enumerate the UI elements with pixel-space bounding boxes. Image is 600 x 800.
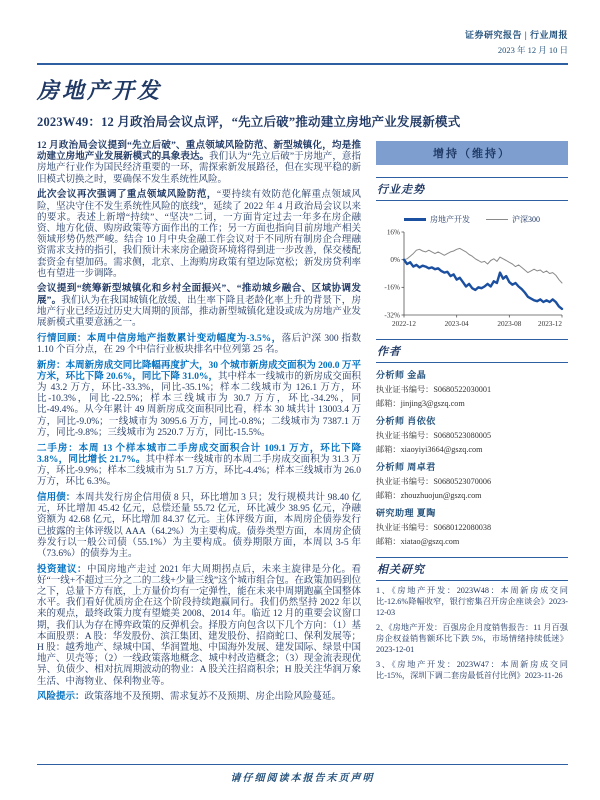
report-paragraph: [37, 284, 361, 329]
authors-section-title: 作者: [376, 339, 568, 363]
paragraph-lead: 12 月政治局会议提到“先立后破”、重点领域风险防范、新型城镇化，均是推动建立房地产业发展新模式的具象表达。: [37, 141, 361, 163]
author-name: 分析师 肖依依: [376, 416, 436, 426]
paragraph-text: 本周共发行房企信用债 8 只，环比增加 3 只；发行规模共计 98.40 亿元，环比增加 45.42 亿元，总偿还量 55.72 亿元，环比减少 38.95 亿元，净融资额为 42.68 亿元，环比增加 84.37 亿元。主体评级方面，本周房企债券发行已披露的主体评级以 AAA（64.2%）为主要构成。债券类型方面，本周房企债券发行以一般公司债（55.1%）为主要构成。债券期限方面，本周以 3-5 年（73.6%）的债券为主。: [37, 492, 361, 559]
report-paragraph: [37, 493, 361, 560]
legend-label-benchmark: 沪深300: [512, 215, 540, 224]
report-paragraph: [37, 361, 361, 439]
legend-item-benchmark: [486, 214, 540, 225]
paragraph-text: 我们认为在我国城镇化放缓、出生率下降且老龄化率上升的背景下，房地产行业已经迈过历史大周期的顶部，推动新型城镇化建设或成为房地产业发展新模式重要意涵之一。: [37, 295, 361, 329]
author-entry: [376, 460, 568, 501]
report-paragraph: [37, 190, 361, 280]
related-research-item: 3、《房地产开发：2023W47：本周新房成交同比-15%，深圳下调二套房最低首付比例》2023-11-26: [376, 660, 568, 680]
svg-text:0%: 0%: [390, 256, 400, 265]
svg-text:2023-12: 2023-12: [538, 320, 562, 328]
legend-label-main: 房地产开发: [430, 215, 470, 224]
author-cert-number: 执业证书编号：S0680122080038: [376, 523, 492, 532]
report-paragraph: [37, 444, 361, 489]
author-email: 邮箱：zhouzhuojun@gszq.com: [376, 491, 482, 500]
industry-trend-chart: [376, 227, 568, 331]
svg-text:-32%: -32%: [384, 311, 400, 320]
related-research-item: 1、《房地产开发：2023W48：本周新房成交同比-12.6%降幅收窄，银行密集召开房企座谈会》2023-12-03: [376, 586, 568, 617]
chart-legend: [376, 214, 568, 225]
author-email: 邮箱：jinjing3@gszq.com: [376, 399, 465, 408]
header-divider: [37, 63, 568, 65]
related-research-list: [376, 585, 568, 681]
rating-badge: 增持（维持）: [376, 141, 568, 165]
related-section-title: 相关研究: [376, 557, 568, 581]
trend-section-title: 行业走势: [376, 177, 568, 201]
authors-list: [376, 368, 568, 547]
paragraph-text: 其中样本一线城市的本周二手房成交面积为 31.3 万方，环比-9.9%；样本二线城市为 51.7 万方，环比-4.4%；样本三线城市为 26.0 万方，环比 6.3%。: [37, 454, 361, 488]
paragraph-lead: 二手房：本周 13 个样本城市二手房成交面积合计 109.1 万方，环比下降 3.8%，同比增长 21.7%。: [37, 443, 361, 465]
paragraph-lead: 行情回顾：本周中信房地产指数累计变动幅度为-3.5%，: [37, 333, 282, 344]
author-entry: [376, 368, 568, 409]
report-paragraph: [37, 565, 361, 688]
paragraph-lead: 信用债：: [37, 492, 76, 503]
paragraph-lead: 此次会议再次强调了重点领域风险防范，: [37, 190, 217, 201]
svg-text:2023-08: 2023-08: [497, 320, 522, 328]
paragraph-text: 中国房地产走过 2021 年大周期拐点后，未来主旋律是分化。看好“一线+不超过三分之二的二线+少量三线”这个城市组合包。在政策加码到位之下，总量下方有底，上方量价均有一定弹性，能在未来中周期跑赢全国整体水平。我们看好优质房企在这个阶段持续跑赢同行。我们仍然坚持 2022 年以来的观点，最终政策力度有望媲美 2008、2014 年。临近 12 月的重要会议窗口期，我们认为存在博弈政策的反弹机会。择股方向包含以下几个方向：（1）基本面股票：A 股：华发股份、滨江集团、建发股份、招商蛇口、保利发展等；H 股：越秀地产、绿城中国、华润置地、中国海外发展、建发国际、绿景中国地产、贝壳等；（2）一线政策落地概念、城中村改造概念；（3）现金流表现优异、负债少、相对抗周期波动的物业：A 股关注招商积余；H 股关注华润万象生活、中海物业、保利物业等。: [37, 564, 361, 687]
paragraph-lead: 会议提到“统筹新型城镇化和乡村全面振兴”、“推动城乡融合、区域协调发展”。: [37, 284, 361, 306]
sidebar: [376, 141, 568, 708]
paragraph-lead: 新房：本周新房成交同比降幅再度扩大，30 个城市新房成交面积为 200.0 万平方米，环比下降 20.6%，同比下降 31.0%，: [37, 360, 361, 382]
paragraph-text: 落后沪深 300 指数 1.10 个百分点，在 29 个中信行业板块排名中位列第 25 名。: [37, 333, 361, 355]
report-title: 2023W49：12 月政治局会议点评，“先立后破”推动建立房地产业发展新模式: [37, 115, 461, 129]
author-cert-number: 执业证书编号：S0680523070006: [376, 477, 492, 486]
report-body: [37, 141, 361, 708]
footer-disclaimer: 请仔细阅读本报告末页声明: [230, 773, 375, 784]
footer-divider: [37, 764, 568, 765]
paragraph-text: 政策落地不及预期、需求复苏不及预期、房企出险风险蔓延。: [84, 692, 342, 703]
line-swatch-icon: [486, 219, 508, 220]
author-cert-number: 执业证书编号：S0680523080005: [376, 431, 492, 440]
report-date: 2023 年 12 月 10 日: [497, 45, 568, 55]
paragraph-lead: 投资建议：: [37, 564, 87, 575]
paragraph-text: “要持续有效防范化解重点领域风险，坚决守住不发生系统性风险的底线”，延续了 2022 年 4 月政治局会议以来的要求。表述上新增“持续”、“坚决”二词，一方面肯定过去一年多在房企融资、地方化债、购房政策等方面作出的工作；另一方面也指向目前房地产相关领域形势仍然严峻。结合 10 月中央金融工作会议对于不同所有制房企合理融资需求支持的指引，我们预计未来房企融资环境将得到进一步改善，保交楼配套资金有望加码。需求侧，北京、上海购房政策有望边际宽松；新发房贷利率也有望进一步调降。: [37, 190, 361, 279]
legend-item-main: [404, 214, 470, 225]
paragraph-text: 我们认为“先立后破”于房地产，意指房地产行业作为国民经济重要的一环，需探索新发展路径，但在实现平稳的新旧模式切换之时，要确保不发生系统性风险。: [37, 152, 361, 185]
author-entry: [376, 506, 568, 547]
svg-text:2023-04: 2023-04: [444, 320, 469, 328]
related-research-item: 2、《房地产开发：百强房企月度销售报告：11 月百强房企权益销售额环比下跌 5%，市场情绪持续低迷》2023-12-01: [376, 623, 568, 654]
author-name: 研究助理 夏陶: [376, 508, 436, 518]
author-name: 分析师 金晶: [376, 370, 427, 380]
line-swatch-icon: [404, 218, 426, 221]
paragraph-lead: 风险提示：: [37, 692, 85, 703]
report-paragraph: [37, 334, 361, 356]
author-email: 邮箱：xiaoyiyi3664@gszq.com: [376, 445, 483, 454]
author-email: 邮箱：xiatao@gszq.com: [376, 537, 460, 546]
page-footer: [37, 764, 568, 784]
author-name: 分析师 周卓君: [376, 462, 436, 472]
paragraph-text: 其中样本一线城市的新房成交面积为 43.2 万方，环比-33.3%，同比-35.1%；样本二线城市为 126.1 万方，环比-10.3%，同比-22.5%；样本三线城市为 30.7 万方，环比-34.2%，同比-49.4%。从今年累计 49 周新房成交面积同比看，样本 30 城共计 13003.4 万方，同比-9.0%；一线城市为 3095.6 万方，同比-0.8%；二线城市为 7387.1 万方，同比-9.8%；三线城市为 2520.7 万方，同比-15.5%。: [37, 371, 361, 438]
report-paragraph: [37, 141, 361, 186]
svg-text:2022-12: 2022-12: [392, 320, 416, 328]
author-entry: [376, 414, 568, 455]
report-type-label: 证券研究报告 | 行业周报: [465, 30, 568, 40]
report-header: [37, 28, 568, 56]
report-paragraph: [37, 692, 361, 703]
author-cert-number: 执业证书编号：S0680522030001: [376, 385, 492, 394]
svg-text:16%: 16%: [386, 228, 400, 237]
page-title: 房地产开发: [37, 78, 163, 103]
svg-text:-16%: -16%: [384, 283, 400, 292]
